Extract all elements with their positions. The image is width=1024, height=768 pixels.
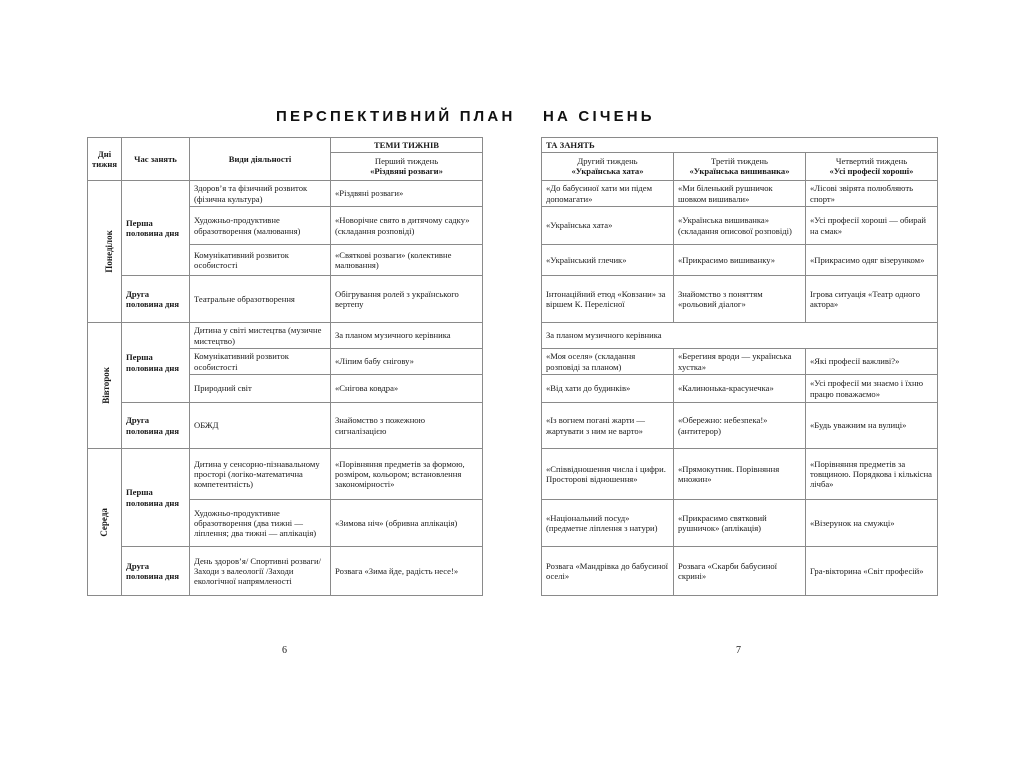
- theme-cell: «Обережно: небезпека!» (антитерор): [674, 403, 806, 449]
- theme-cell: «Порівняння предметів за товщиною. Порядкова і кількісна лічба»: [806, 449, 938, 500]
- theme-cell: Гра-вікторина «Світ професій»: [806, 547, 938, 596]
- theme-cell: «Калинонька-красунечка»: [674, 375, 806, 403]
- week-header-4: Четвертий тиждень «Усі професії хороші»: [806, 153, 938, 181]
- theme-cell: «Усі професії ми знаємо і їхню працю поважаємо»: [806, 375, 938, 403]
- theme-cell: «Прикрасимо святковий рушничок» (аплікація): [674, 500, 806, 547]
- half-first: Перша половина дня: [122, 181, 190, 276]
- day-tuesday: Вівторок: [88, 323, 122, 449]
- theme-cell: «Лісові звірята полюбляють спорт»: [806, 181, 938, 207]
- theme-cell: За планом музичного керівника: [331, 323, 483, 349]
- theme-cell: «Новорічне свято в дитячому садку» (складання розповіді): [331, 207, 483, 245]
- theme-cell: Розвага «Мандрівка до бабусиної оселі»: [542, 547, 674, 596]
- theme-cell: Розвага «Скарби бабусиної скрині»: [674, 547, 806, 596]
- theme-cell: «Які професії важливі?»: [806, 349, 938, 375]
- theme-cell: «Порівняння предметів за формою, розміром, кольором; встановлення закономірності»: [331, 449, 483, 500]
- theme-cell: Розвага «Зима йде, радість несе!»: [331, 547, 483, 596]
- header-kinds: Види діяльності: [190, 138, 331, 181]
- header-themes-continued: ТА ЗАНЯТЬ: [542, 138, 938, 153]
- theme-cell: «Український глечик»: [542, 245, 674, 276]
- theme-cell: «Моя оселя» (складання розповіді за планом): [542, 349, 674, 375]
- theme-cell: «Українська хата»: [542, 207, 674, 245]
- half-first: Перша половина дня: [122, 323, 190, 403]
- theme-cell: «Ліпим бабу снігову»: [331, 349, 483, 375]
- header-days: Дні тижня: [88, 138, 122, 181]
- theme-cell: «Із вогнем погані жарти — жартувати з ним не варто»: [542, 403, 674, 449]
- header-time: Час занять: [122, 138, 190, 181]
- theme-cell: Обігрування ролей з українського вертепу: [331, 276, 483, 323]
- page-title-left: ПЕРСПЕКТИВНИЙ ПЛАН: [276, 108, 516, 125]
- week-header-3: Третій тиждень «Українська вишиванка»: [674, 153, 806, 181]
- theme-cell: «Прямокутник. Порівняння множин»: [674, 449, 806, 500]
- day-wednesday: Середа: [88, 449, 122, 596]
- week-header-2: Другий тиждень «Українська хата»: [542, 153, 674, 181]
- activity-kind: Комунікативний розвиток особистості: [190, 245, 331, 276]
- half-second: Друга половина дня: [122, 547, 190, 596]
- theme-cell: Знайомство з пожежною сигналізацією: [331, 403, 483, 449]
- theme-cell: «Національний посуд» (предметне ліплення з натури): [542, 500, 674, 547]
- plan-table-right: [541, 137, 938, 596]
- theme-cell: «Зимова ніч» (обривна аплікація): [331, 500, 483, 547]
- activity-kind: Театральне образотворення: [190, 276, 331, 323]
- theme-cell: «Від хати до будинків»: [542, 375, 674, 403]
- theme-cell: Знайомство з поняттям «рольовий діалог»: [674, 276, 806, 323]
- header-themes: ТЕМИ ТИЖНІВ: [331, 138, 483, 153]
- plan-table-left: [87, 137, 483, 596]
- week-header-1: Перший тиждень «Різдвяні розваги»: [331, 153, 483, 181]
- theme-cell: «Снігова ковдра»: [331, 375, 483, 403]
- theme-cell: «Прикрасимо одяг візерунком»: [806, 245, 938, 276]
- theme-cell: «Святкові розваги» (колективне малювання): [331, 245, 483, 276]
- half-second: Друга половина дня: [122, 403, 190, 449]
- half-second: Друга половина дня: [122, 276, 190, 323]
- activity-kind: Природний світ: [190, 375, 331, 403]
- activity-kind: Художньо-продуктивне образотворення (малювання): [190, 207, 331, 245]
- theme-cell: «Усі професії хороші — обирай на смак»: [806, 207, 938, 245]
- page-number-right: 7: [736, 645, 741, 656]
- theme-cell-merged: За планом музичного керівника: [542, 323, 938, 349]
- activity-kind: Дитина у сенсорно-пізнавальному просторі (логіко-математична компетентність): [190, 449, 331, 500]
- activity-kind: Художньо-продуктивне образотворення (два тижні — ліплення; два тижні — аплікація): [190, 500, 331, 547]
- activity-kind: Дитина у світі мистецтва (музичне мистецтво): [190, 323, 331, 349]
- theme-cell: «Берегиня вроди — українська хустка»: [674, 349, 806, 375]
- theme-cell: «Українська вишиванка» (складання описової розповіді): [674, 207, 806, 245]
- half-first: Перша половина дня: [122, 449, 190, 547]
- activity-kind: День здоров’я/ Спортивні розваги/ Заходи з валеології /Заходи екологічної напрямленості: [190, 547, 331, 596]
- page-number-left: 6: [282, 645, 287, 656]
- theme-cell: «Ми біленький рушничок шовком вишивали»: [674, 181, 806, 207]
- theme-cell: «До бабусиної хати ми підем допомагати»: [542, 181, 674, 207]
- theme-cell: «Співвідношення числа і цифри. Просторові відношення»: [542, 449, 674, 500]
- activity-kind: Комунікативний розвиток особистості: [190, 349, 331, 375]
- theme-cell: Інтонаційний етюд «Ковзани» за віршем К. Перелісної: [542, 276, 674, 323]
- theme-cell: «Візерунок на смужці»: [806, 500, 938, 547]
- page-title-right: НА СІЧЕНЬ: [543, 108, 655, 125]
- theme-cell: Ігрова ситуація «Театр одного актора»: [806, 276, 938, 323]
- activity-kind: ОБЖД: [190, 403, 331, 449]
- theme-cell: «Прикрасимо вишиванку»: [674, 245, 806, 276]
- day-monday: Понеділок: [88, 181, 122, 323]
- theme-cell: «Різдвяні розваги»: [331, 181, 483, 207]
- theme-cell: «Будь уважним на вулиці»: [806, 403, 938, 449]
- activity-kind: Здоров’я та фізичний розвиток (фізична культура): [190, 181, 331, 207]
